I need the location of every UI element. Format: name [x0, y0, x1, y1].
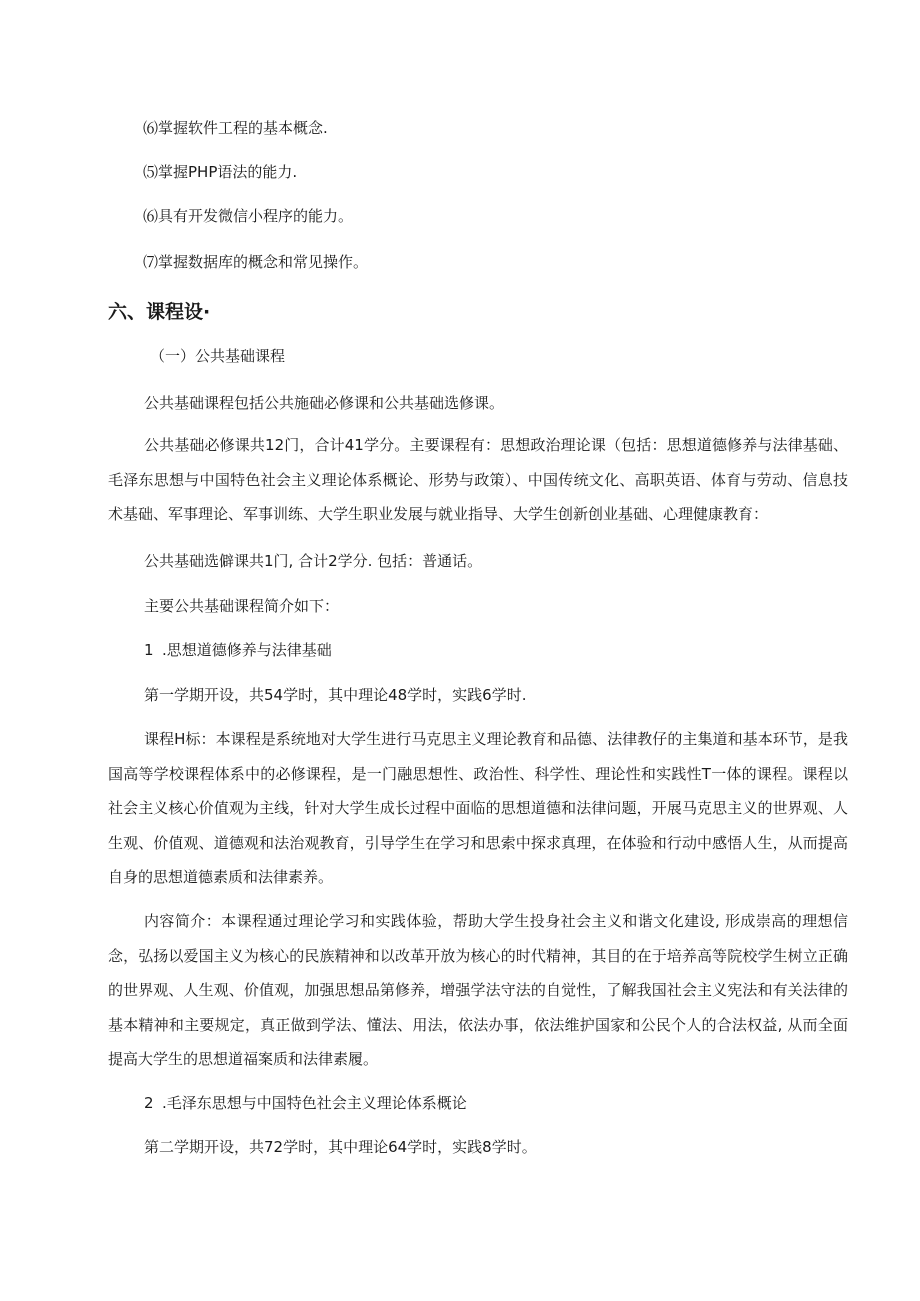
list-item-software-engineering: ⑹掌握软件工程的基本概念.	[143, 119, 328, 137]
course-2-title-text: .毛泽东思想与中国特色社会主义理论体系概论	[162, 1094, 467, 1112]
course-2-title	[144, 1093, 467, 1113]
course-1-schedule: 第一学期开设，共54学时，其中理论48学时，实践6学时.	[144, 686, 527, 704]
course-1-title-text: .思想道德修养与法律基础	[162, 641, 332, 659]
course-1-number: 1	[144, 641, 154, 659]
list-item-wechat-miniprogram: ⑹具有开发微信小程序的能力。	[143, 207, 354, 225]
course-1-title	[144, 640, 332, 660]
list-item-php: ⑸掌握PHP语法的能力.	[143, 163, 298, 181]
intro-paragraph: 公共基础课程包括公共施础必修课和公共基础选修课。	[144, 394, 505, 412]
course-1-content: 内容简介：本课程通过理论学习和实践体验，帮助大学生投身社会主义和谐文化建设, 形成崇高的理想信念，弘扬以爱国主义为核心的民族精神和以改革开放为核心的时代精神，其目的在于培养高等院校学生树立正确的世界观、人生观、价值观，加强思想品第修养，增强学法守法的自觉性，了解我国社会主义宪法和有关法律的基本精神和主要规定，真正做到学法、懂法、用法，依法办事，依法维护国家和公民个人的合法权益, 从而全面提高大学生的思想道福案质和法律素履。	[108, 912, 848, 1068]
list-item-database: ⑺掌握数据库的概念和常见操作。	[143, 253, 369, 271]
course-2-schedule: 第二学期开设，共72学时，其中理论64学时，实践8学时。	[144, 1138, 537, 1156]
overview-intro: 主要公共基础课程简介如下：	[144, 597, 340, 615]
subsection-heading: （一）公共基础课程	[150, 347, 286, 365]
elective-courses-paragraph: 公共基础选僻课共1门, 合计2学分. 包括：普通话。	[144, 552, 483, 570]
course-1-objective: 课程H标：本课程是系统地对大学生进行马克思主义理论教育和品德、法律教仔的主集道和基本环节，是我国高等学校课程体系中的必修课程，是一门融思想性、政治性、科学性、理论性和实践性T一体的课程。课程以社会主义核心价值观为主线，针对大学生成长过程中面临的思想道德和法律问题，开展马克思主义的世界观、人生观、价值观、道德观和法治观教育，引导学生在学习和思索中探求真理，在体验和行动中感悟人生，从而提高自身的思想道德素质和法律素养。	[108, 730, 848, 886]
course-2-number: 2	[144, 1094, 154, 1112]
section-heading: 六、课程设·	[108, 301, 211, 323]
required-courses-paragraph: 公共基础必修课共12门，合计41学分。主要课程有：思想政治理论课（包括：思想道德修养与法律基础、毛泽东思想与中国特色社会主义理论体系概论、形势与政策）、中国传统文化、高职英语、体育与劳动、信息技术基础、军事理论、军事训练、大学生职业发展与就业指导、大学生创新创业基础、心理健康教育：	[108, 436, 848, 523]
